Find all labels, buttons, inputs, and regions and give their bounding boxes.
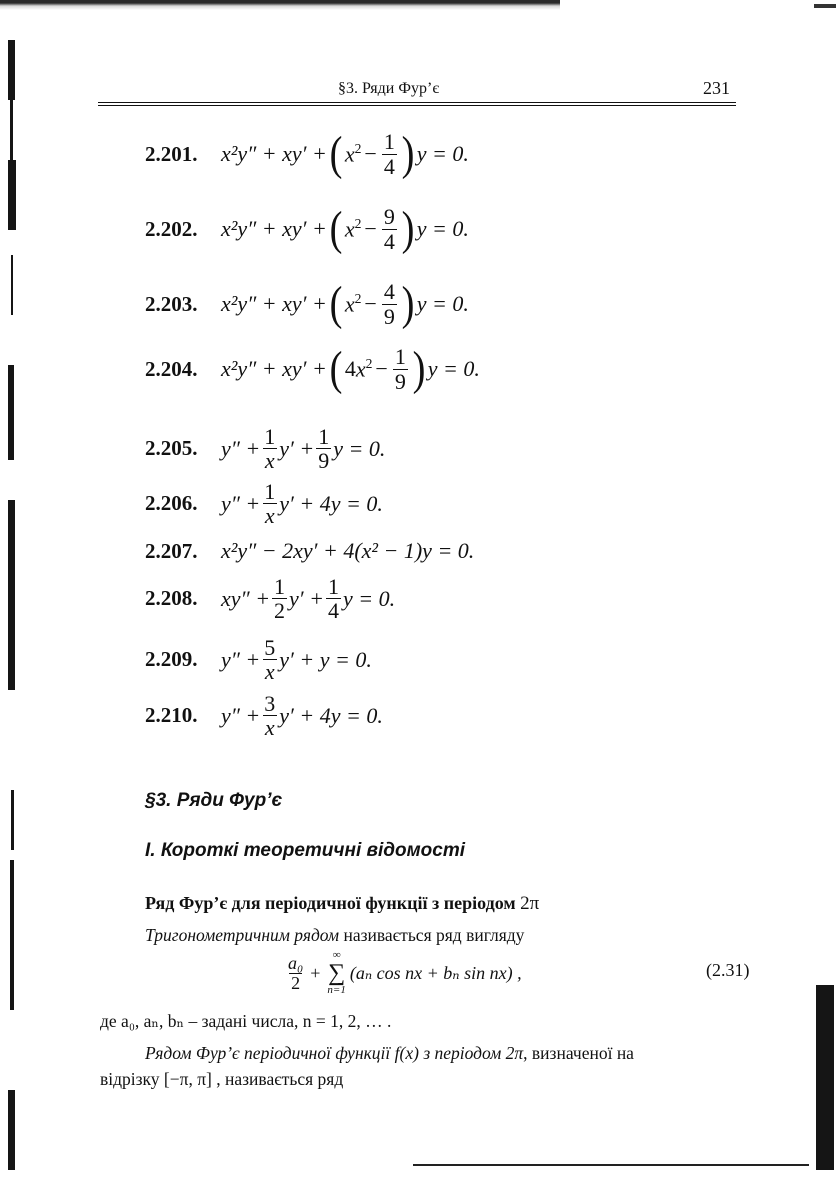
- paragraph-text: , визначеної на: [523, 1043, 634, 1063]
- fraction: $\frac{1}{9}$: [318, 424, 330, 474]
- sum-lower: n=1: [327, 984, 346, 996]
- subsection-title: I. Короткі теоретичні відомості: [145, 840, 466, 861]
- operator-minus: −: [364, 216, 377, 241]
- exercise-number: 2.209.: [145, 647, 198, 672]
- summation: [327, 950, 345, 996]
- fraction: $\frac{1}{x}$: [264, 479, 276, 529]
- scan-edge-mark: [11, 790, 14, 850]
- paren-close: ): [401, 277, 415, 330]
- exercise-2-210: [145, 692, 383, 739]
- fraction: $\frac{1}{2}$: [274, 574, 286, 624]
- header-rule: [98, 102, 736, 106]
- fraction-a0-over-2: $\frac{\text{a₀}}{2}$: [288, 952, 304, 993]
- sum-body: (aₙ cos nx + bₙ sin nx) ,: [349, 962, 522, 983]
- running-header: [98, 78, 736, 104]
- paren-open: (: [329, 127, 343, 180]
- paren-close: ): [401, 202, 415, 255]
- subheading-period: 2π: [520, 893, 540, 914]
- equation-rhs: y′ + 4y = 0.: [279, 490, 383, 516]
- equation-lhs: x²y″ + xy′ +: [221, 356, 327, 381]
- equation-x2: $x^2$: [344, 290, 362, 317]
- equation-rhs: y = 0.: [416, 291, 469, 316]
- equation-rhs: y = 0.: [416, 216, 469, 241]
- paren-close: ): [412, 342, 426, 395]
- scan-edge-mark: [8, 500, 15, 690]
- equation-term: y″ +: [221, 435, 261, 461]
- equation-rhs: y′ + 4y = 0.: [279, 702, 383, 728]
- paren-close: ): [401, 127, 415, 180]
- scan-edge-mark: [10, 860, 14, 1010]
- paragraph-coefficients: де a₀, aₙ, bₙ – задані числа, n = 1, 2, … .: [100, 1011, 392, 1031]
- equation-body: x²y″ − 2xy′ + 4(x² − 1)y = 0.: [221, 538, 475, 563]
- equation-term: xy″ +: [221, 585, 271, 611]
- section-title: §3. Ряди Фур’є: [145, 790, 283, 811]
- operator-minus: −: [364, 141, 377, 166]
- scan-shadow-top: [0, 0, 560, 10]
- paragraph-definition: [145, 925, 524, 946]
- equation-rhs: y = 0.: [427, 356, 480, 381]
- exercise-number: 2.210.: [145, 703, 198, 728]
- running-title: §3. Ряди Фур’є: [338, 80, 440, 97]
- scan-bottom-rule: [413, 1164, 809, 1166]
- sum-upper: ∞: [332, 949, 341, 961]
- exercise-2-204: [145, 342, 480, 395]
- equation-x2: $x^2$: [344, 215, 362, 242]
- equation-term: y″ +: [221, 490, 261, 516]
- fraction: $\frac{4}{9}$: [383, 279, 395, 329]
- equation-term: y′ +: [289, 585, 324, 611]
- exercise-2-207: [145, 538, 474, 564]
- equation-rhs: y = 0.: [342, 585, 396, 611]
- exercise-2-202: [145, 202, 469, 255]
- formula-2-31: [284, 949, 750, 1002]
- equation-x2: $x^2$: [344, 140, 362, 167]
- paren-open: (: [329, 342, 343, 395]
- exercise-2-201: [145, 127, 469, 180]
- operator-minus: −: [375, 356, 388, 381]
- equation-lhs: x²y″ + xy′ +: [221, 216, 327, 241]
- scan-edge-mark: [10, 100, 13, 160]
- page-number: 231: [703, 78, 730, 98]
- exercise-2-206: [145, 480, 383, 527]
- operator-plus: +: [310, 962, 321, 983]
- equation-term: y″ +: [221, 646, 261, 672]
- scan-mark-top-right: [814, 4, 836, 8]
- fraction: $\frac{1}{4}$: [327, 574, 339, 624]
- operator-minus: −: [364, 291, 377, 316]
- equation-x2: $x^2$: [355, 355, 373, 382]
- equation-rhs: y′ + y = 0.: [279, 646, 372, 672]
- fraction: $\frac{3}{x}$: [264, 691, 276, 741]
- paragraph-fourier-definition: [145, 1043, 634, 1064]
- fraction: $\frac{1}{9}$: [394, 344, 406, 394]
- equation-number: (2.31): [706, 960, 750, 980]
- exercise-2-205: [145, 425, 385, 472]
- exercise-number: 2.202.: [145, 216, 198, 241]
- exercise-number: 2.203.: [145, 291, 198, 316]
- scan-edge-mark: [8, 365, 14, 460]
- term-italic: Рядом Фур’є періодичної функції f(x) з періодом 2π: [145, 1043, 524, 1063]
- scan-edge-mark: [816, 985, 834, 1170]
- paragraph-text: називається ряд вигляду: [339, 925, 525, 945]
- exercise-2-208: [145, 575, 395, 622]
- scan-edge-mark: [8, 40, 15, 100]
- sum-symbol: ∑: [328, 960, 346, 986]
- fraction: $\frac{1}{4}$: [383, 129, 395, 179]
- equation-rhs: y = 0.: [416, 141, 469, 166]
- term-italic: Тригонометричним рядом: [145, 925, 340, 945]
- exercise-number: 2.207.: [145, 538, 198, 563]
- equation-term: y′ +: [279, 435, 315, 461]
- paragraph-interval: відрізку [−π, π] , називається ряд: [100, 1069, 344, 1089]
- scan-edge-mark: [8, 1090, 15, 1170]
- equation-term: y″ +: [221, 702, 261, 728]
- exercise-2-203: [145, 277, 469, 330]
- fraction: $\frac{1}{x}$: [264, 424, 276, 474]
- exercise-number: 2.201.: [145, 141, 198, 166]
- exercise-number: 2.208.: [145, 586, 198, 611]
- subheading: [145, 893, 539, 915]
- scan-edge-mark: [8, 160, 16, 230]
- formula-body: [284, 950, 522, 996]
- equation-lhs: x²y″ + xy′ +: [221, 291, 327, 316]
- scan-edge-mark: [11, 255, 13, 315]
- equation-lhs: x²y″ + xy′ +: [221, 141, 327, 166]
- fraction: $\frac{5}{x}$: [264, 635, 276, 685]
- exercise-2-209: [145, 636, 372, 683]
- paren-open: (: [329, 277, 343, 330]
- paren-open: (: [329, 202, 343, 255]
- equation-coef: 4: [344, 356, 356, 381]
- exercise-number: 2.205.: [145, 436, 198, 461]
- equation-rhs: y = 0.: [333, 435, 386, 461]
- subheading-text: Ряд Фур’є для періодичної функції з періодом: [145, 893, 516, 913]
- fraction: $\frac{9}{4}$: [383, 204, 395, 254]
- exercise-number: 2.206.: [145, 491, 198, 516]
- exercise-number: 2.204.: [145, 356, 198, 381]
